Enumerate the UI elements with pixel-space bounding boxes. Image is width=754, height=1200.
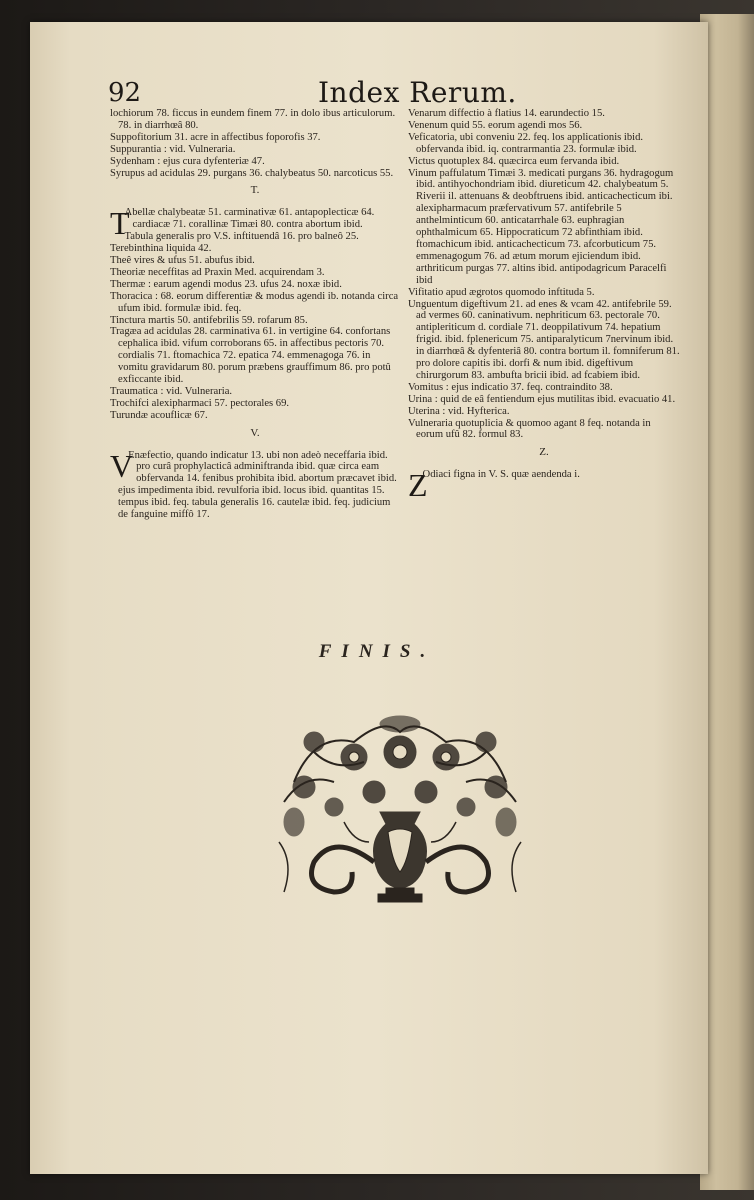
index-entry: Traumatica : vid. Vulneraria. [110, 385, 233, 397]
index-entry: Terebinthina liquida 42. [110, 243, 212, 255]
index-entry: Suppurantia : vid. Vulneraria. [110, 143, 236, 155]
index-entry: Abellæ chalybeatæ 51. carminativæ 61. antapoplecticæ 64. cardiacæ 71. corallinæ Timæi 80. contra abortum ibid. [124, 207, 375, 231]
index-entry: Suppofitorium 31. acre in affectibus foporofis 37. [110, 131, 321, 143]
dropcap-z: Z [408, 467, 428, 504]
index-entry: lochiorum 78. ficcus in eundem finem 77. in dolo ibus articulorum. 78. in diarrhœâ 80. [110, 108, 396, 131]
index-entry: Thoracica : 68. eorum differentiæ & modus agendi ib. notanda circa ufum ibid. formulæ ibid. feq. [110, 290, 399, 314]
index-entry: Veficatoria, ubi conveniu 22. feq. los applicationis ibid. obfervanda ibid. iq. contrarmantia 23. formulæ ibid. [408, 131, 644, 155]
index-entry: Enæfectio, quando indicatur 13. ubi non adeò neceffaria ibid. pro curâ prophylacticâ adminiftranda ibid. quæ circa eam obfervanda 14. fenibus prohibita ibid. abortum præcavet ibid. ejus impedimenta ibid. revulforia ibid. locus ibid. quantitas 15. tempus ibid. feq. tabula generalis 16. cautelæ ibid. feq. judicium de fanguine miffô 17. [118, 449, 397, 521]
letter-heading-t: T. [250, 184, 260, 197]
index-entry: Urina : quid de eâ fentiendum ejus mutilitas ibid. evacuatio 41. [408, 393, 676, 405]
index-entry: Theoriæ neceffitas ad Praxin Med. acquirendam 3. [110, 266, 325, 278]
index-entry: Sydenham : ejus cura dyfenteriæ 47. [110, 155, 265, 167]
floral-vase-ornament-icon [274, 712, 526, 912]
letter-heading-z: Z. [539, 446, 549, 459]
dropcap-v: V [110, 447, 134, 484]
index-entry: Thermæ : earum agendi modus 23. ufus 24. noxæ ibid. [110, 278, 342, 290]
next-page-edge [700, 14, 754, 1190]
index-entry: Victus quotuplex 84. quæcirca eum fervanda ibid. [408, 155, 620, 167]
index-entry: Venarum diffectio à flatius 14. earundectio 15. [408, 108, 605, 119]
index-entry: Vinum paffulatum Timæi 3. medicati purgans 36. hydragogum ibid. antihyochondriam ibid. diureticum 42. chalybeatum 5. Riverii il. attenuans & deobftruens ibid. anticachecticum ibi. alexipharmacum præfervativum 57. antifebrile 5 anthelminticum 60. anticatarrhale 63. euphragian ophthalmicum 65. Hippocraticum 72 abfinthiam ibid. ftomachicum ibid. anticachecticum 73. afcorbuticum 75. emmenagogum 76. ad ætum morum ejiciendum ibid. arthriticum purgas 77. altins ibid. antipodagricum Paracelfi ibid [408, 167, 674, 286]
page-title: Index Rerum. [318, 76, 517, 109]
dropcap-block-z [408, 467, 680, 504]
index-entry: Tragæa ad acidulas 28. carminativa 61. in vertigine 64. confortans cephalica ibid. vifum corroborans 65. in affectibus pectoris 70. cordialis 71. ftomachica 72. epatica 74. emmenagoga 76. in vomitu gravidarum 80. porum præbens grauffimum 86. pro potû exficcante ibid. [110, 326, 391, 386]
index-entry: Tinctura martis 50. antifebrilis 59. rofarum 85. [110, 314, 308, 326]
index-column-left [110, 108, 400, 521]
index-column-right [408, 108, 680, 504]
index-entry: Theê vires & ufus 51. abufus ibid. [110, 254, 255, 266]
index-entry: Syrupus ad acidulas 29. purgans 36. chalybeatus 50. narcoticus 55. [110, 167, 394, 179]
index-entry: Uterina : vid. Hyfterica. [408, 405, 510, 417]
dropcap-t: T [110, 205, 130, 242]
index-entry: Trochifci alexipharmaci 57. pectorales 69. [110, 397, 290, 409]
index-entry: Tabula generalis pro V.S. inftituendâ 16. pro balneô 25. [124, 231, 359, 243]
letter-heading-v: V. [250, 426, 260, 439]
index-entry: Vulneraria quotuplicia & quomoo agant 8 feq. notanda in eorum ufû 82. formul 83. [408, 417, 651, 441]
index-entry: Vifitatio apud ægrotos quomodo inftituda 5. [408, 286, 595, 298]
index-entry: Vomitus : ejus indicatio 37. feq. contraindito 38. [408, 381, 613, 393]
index-entry: Venenum quid 55. eorum agendi mos 56. [408, 119, 583, 131]
finis-text: FINIS. [318, 641, 436, 662]
dropcap-block-v [110, 447, 400, 521]
page-number: 92 [108, 78, 142, 108]
index-entry: Unguentum digeftivum 21. ad enes & vcam 42. antifebrile 59. ad vermes 60. caninativum. nephriticum 63. pectorale 70. antipleriticum d. cordiale 71. deoppilativum 74. hepatium frigid. ibid. fplenericum 75. antiparalyticum 7nervinum ibid. in diarrhœâ & dyfenteriâ 80. contra bortum il. fomniferum 81. pro dolore capitis ibi. dorfi & num ibid. digeftivum chirurgorum 83. ambufta bricii ibid. ad fcabiem ibid. [408, 298, 680, 381]
index-entry: Odiaci figna in V. S. quæ aendenda i. [422, 469, 580, 481]
index-entry: Turundæ acouflicæ 67. [110, 409, 208, 421]
